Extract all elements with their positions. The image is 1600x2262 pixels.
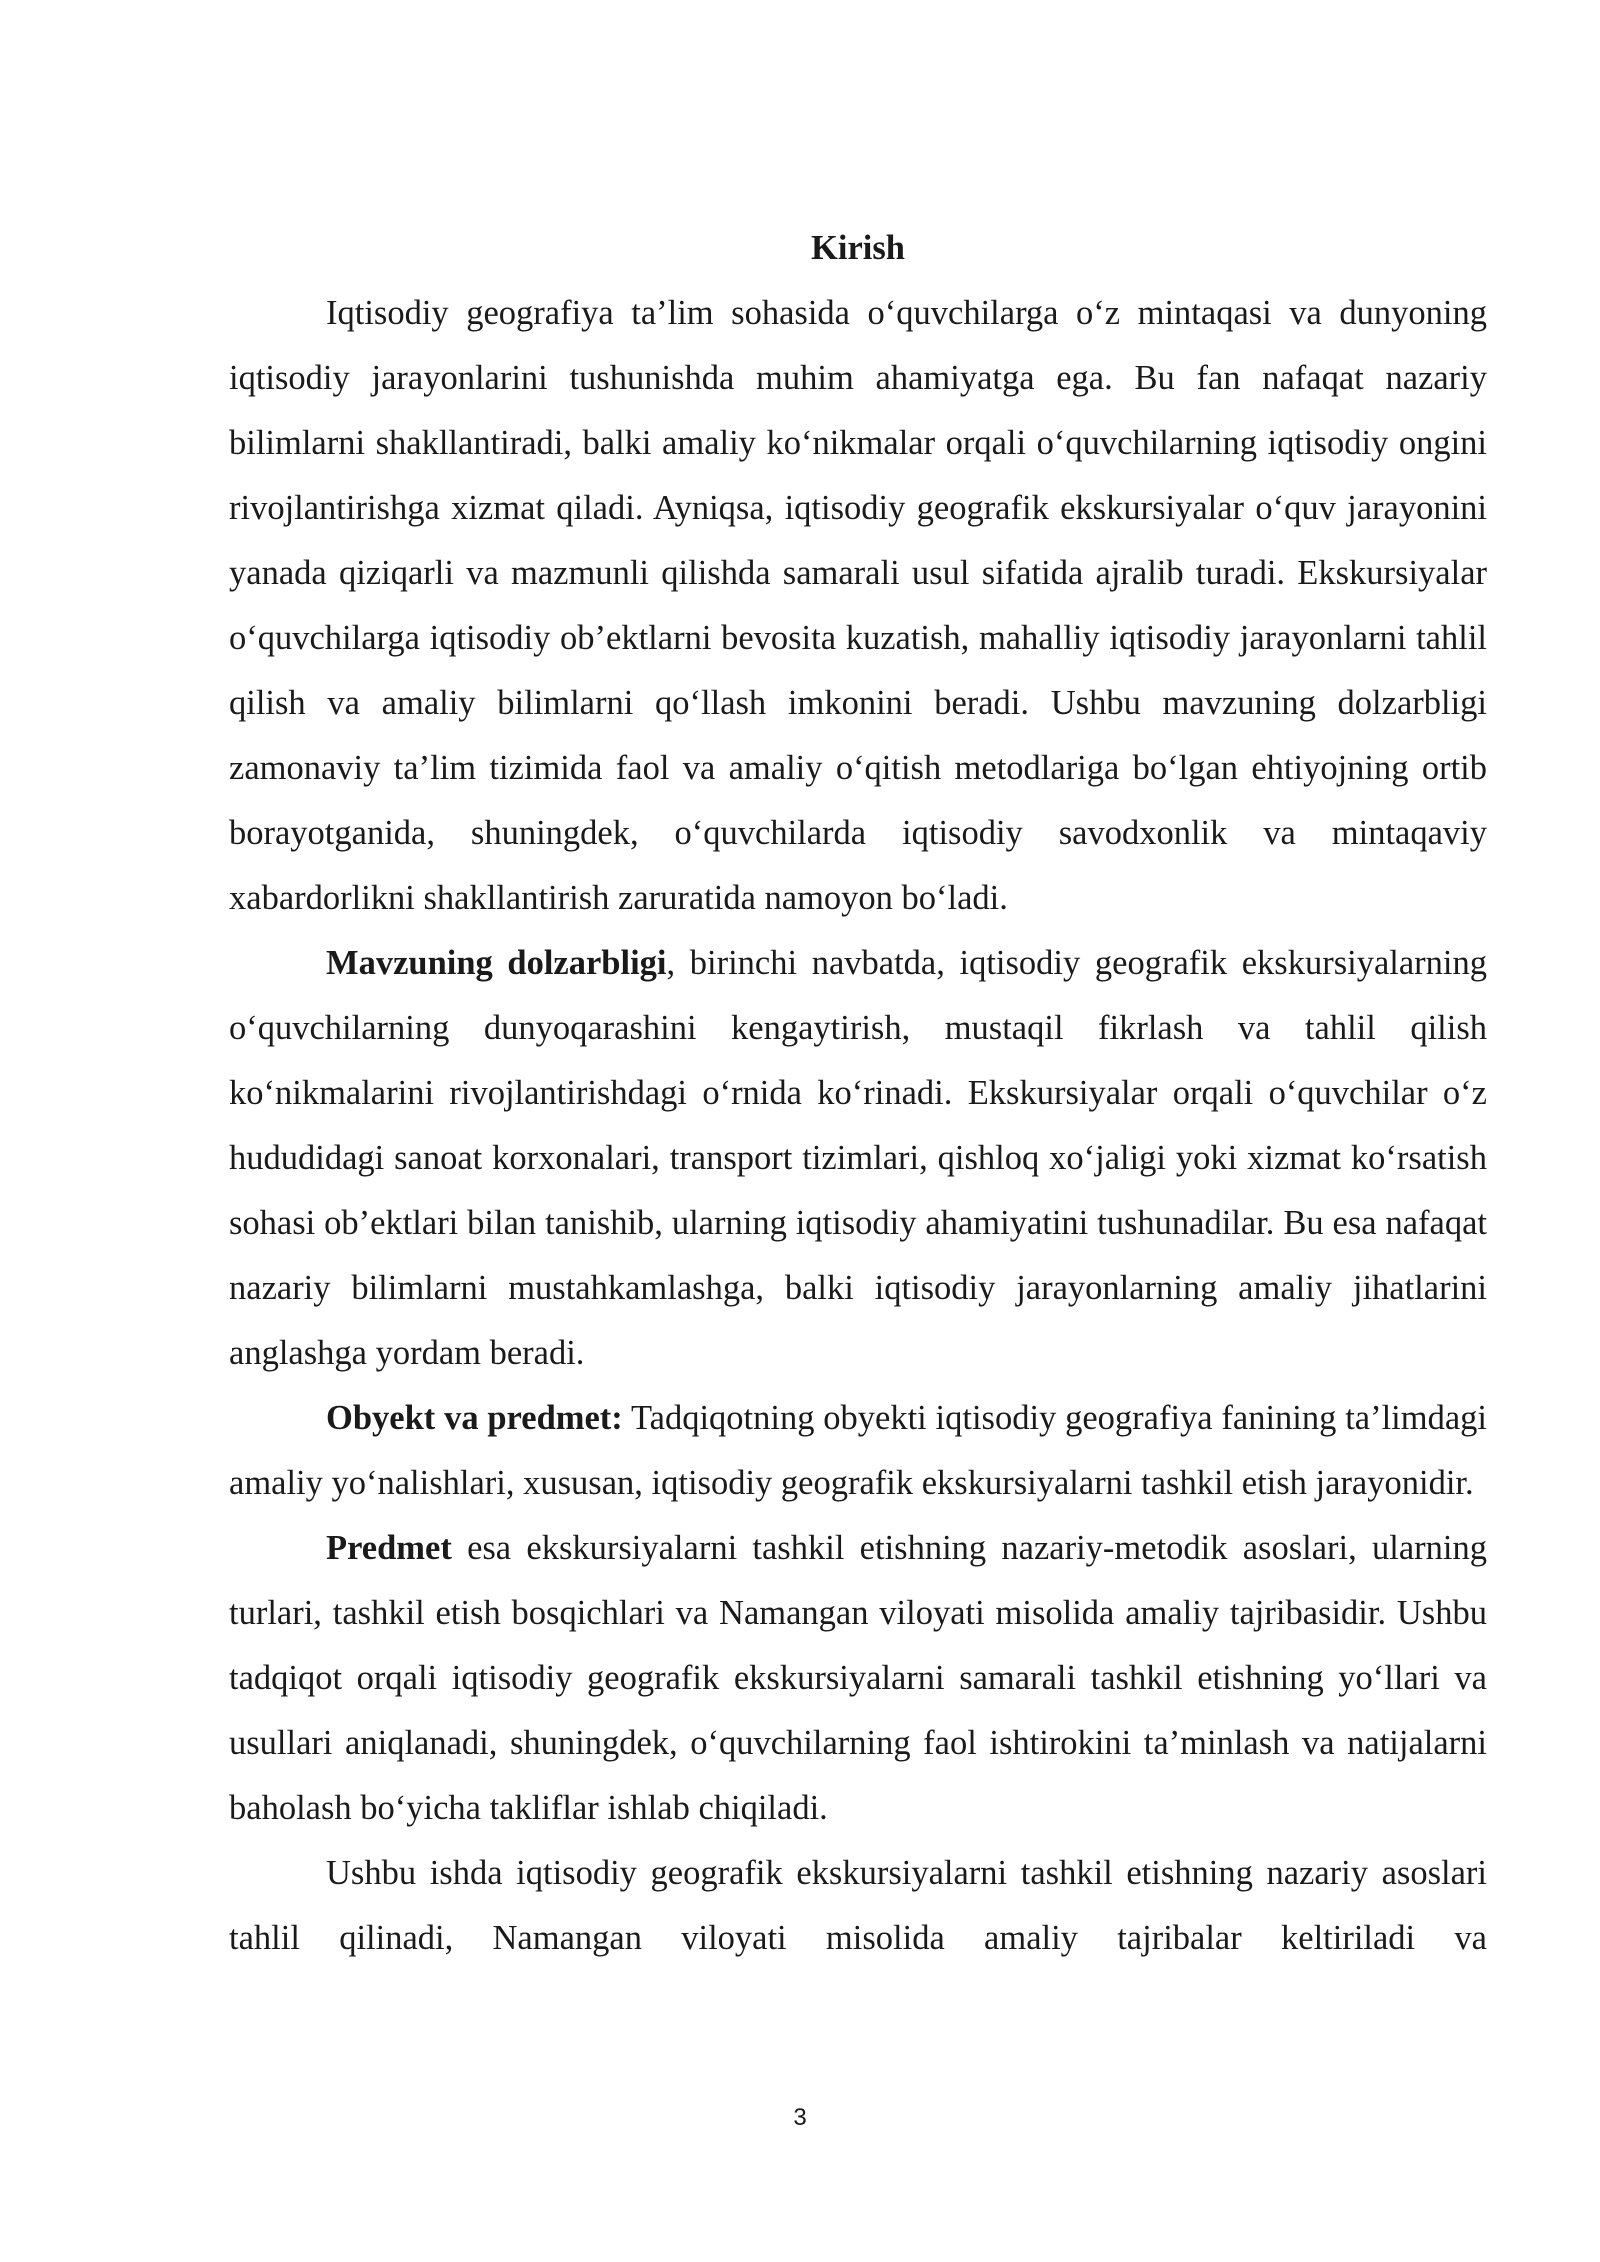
paragraph-introduction <box>229 281 1487 931</box>
paragraph-relevance <box>229 931 1487 1386</box>
paragraph-lead-bold: Obyekt va predmet: <box>326 1399 623 1437</box>
paragraph-text: Ushbu ishda iqtisodiy geografik ekskursiyalarni tashkil etishning nazariy asoslari tahlil qilinadi, Namangan viloyati misolida amaliy tajribalar keltiriladi va <box>229 1854 1487 1957</box>
page-title: Kirish <box>811 229 905 267</box>
paragraph-lead-bold: Predmet <box>326 1529 452 1567</box>
paragraph-text: Tadqiqotning obyekti iqtisodiy geografiya fanining ta’limdagi amaliy yo‘nalishlari, xususan, iqtisodiy geografik ekskursiyalarni tashkil etish jarayonidir. <box>229 1399 1487 1502</box>
page-body <box>229 216 1487 1971</box>
paragraph-object <box>229 1386 1487 1516</box>
paragraph-lead-bold: Mavzuning dolzarbligi <box>326 944 667 982</box>
paragraph-text: esa ekskursiyalarni tashkil etishning nazariy-metodik asoslari, ularning turlari, tashkil etish bosqichlari va Namangan viloyati misolida amaliy tajribasidir. Ushbu tadqiqot orqali iqtisodiy geografik ekskursiyalarni samarali tashkil etishning yo‘llari va usullari aniqlanadi, shuningdek, o‘quvchilarning faol ishtirokini ta’minlash va natijalarni baholash bo‘yicha takliflar ishlab chiqiladi. <box>229 1529 1487 1827</box>
paragraph-scope <box>229 1841 1487 1971</box>
page-number: 3 <box>793 2104 807 2131</box>
paragraph-subject <box>229 1516 1487 1841</box>
paragraph-text: , birinchi navbatda, iqtisodiy geografik ekskursiyalarning o‘quvchilarning dunyoqarashini kengaytirish, mustaqil fikrlash va tahlil qilish ko‘nikmalarini rivojlantirishdagi o‘rnida ko‘rinadi. Ekskursiyalar orqali o‘quvchilar o‘z hududidagi sanoat korxonalari, transport tizimlari, qishloq xo‘jaligi yoki xizmat ko‘rsatish sohasi ob’ektlari bilan tanishib, ularning iqtisodiy ahamiyatini tushunadilar. Bu esa nafaqat nazariy bilimlarni mustahkamlashga, balki iqtisodiy jarayonlarning amaliy jihatlarini anglashga yordam beradi. <box>229 944 1487 1372</box>
paragraph-text: Iqtisodiy geografiya ta’lim sohasida o‘quvchilarga o‘z mintaqasi va dunyoning iqtisodiy jarayonlarini tushunishda muhim ahamiyatga ega. Bu fan nafaqat nazariy bilimlarni shakllantiradi, balki amaliy ko‘nikmalar orqali o‘quvchilarning iqtisodiy ongini rivojlantirishga xizmat qiladi. Ayniqsa, iqtisodiy geografik ekskursiyalar o‘quv jarayonini yanada qiziqarli va mazmunli qilishda samarali usul sifatida ajralib turadi. Ekskursiyalar o‘quvchilarga iqtisodiy ob’ektlarni bevosita kuzatish, mahalliy iqtisodiy jarayonlarni tahlil qilish va amaliy bilimlarni qo‘llash imkonini beradi. Ushbu mavzuning dolzarbligi zamonaviy ta’lim tizimida faol va amaliy o‘qitish metodlariga bo‘lgan ehtiyojning ortib borayotganida, shuningdek, o‘quvchilarda iqtisodiy savodxonlik va mintaqaviy xabardorlikni shakllantirish zaruratida namoyon bo‘ladi. <box>229 294 1487 917</box>
